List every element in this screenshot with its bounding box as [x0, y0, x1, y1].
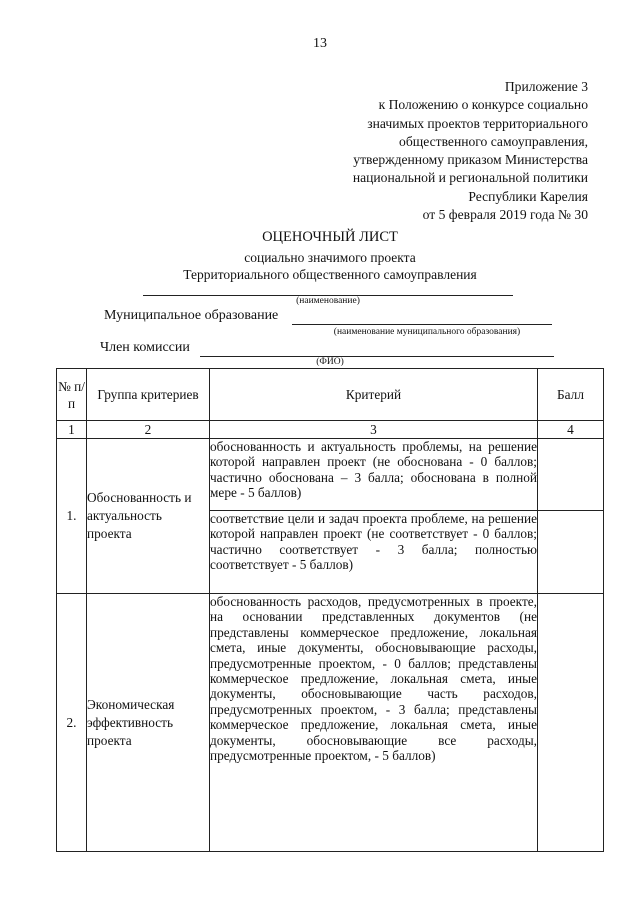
appendix-line: национальной и региональной политики	[352, 170, 588, 186]
appendix-line: Приложение 3	[504, 79, 588, 94]
table-header-row	[57, 369, 604, 421]
column-number: 3	[210, 421, 538, 439]
header-score: Балл	[538, 369, 604, 421]
row-number: 2.	[57, 594, 87, 852]
appendix-block	[258, 78, 588, 224]
municipality-field[interactable]	[292, 324, 552, 325]
appendix-line: значимых проектов территориального	[367, 115, 588, 131]
municipality-hint: (наименование муниципального образования)	[333, 327, 521, 337]
commission-member-label: Член комиссии	[100, 340, 190, 355]
appendix-line: утвержденному приказом Министерства	[353, 152, 588, 168]
criterion-text: соответствие цели и задач проекта проблеме, на решение которой направлен проект (не соответствует - 0 баллов; частично соответствует - 3 балла; полностью соответствует - 5 баллов)	[210, 511, 538, 594]
criteria-group: Экономическая эффективность проекта	[87, 594, 210, 852]
column-number: 4	[538, 421, 604, 439]
score-cell[interactable]	[538, 511, 604, 594]
appendix-line: Республики Карелия	[468, 188, 588, 204]
row-number: 1.	[57, 439, 87, 594]
subtitle-line: Территориального общественного самоуправления	[183, 267, 477, 282]
appendix-line: к Положению о конкурсе социально	[378, 97, 588, 113]
score-cell[interactable]	[538, 439, 604, 511]
appendix-line: общественного самоуправления,	[399, 133, 588, 149]
subtitle-line: социально значимого проекта	[244, 250, 416, 265]
header-criterion: Критерий	[210, 369, 538, 421]
header-group: Группа критериев	[87, 369, 210, 421]
appendix-line: от 5 февраля 2019 года № 30	[422, 207, 588, 223]
project-name-hint: (наименование)	[296, 296, 360, 306]
score-cell[interactable]	[538, 594, 604, 852]
page-number: 13	[313, 36, 327, 51]
column-number: 2	[87, 421, 210, 439]
table-row	[57, 594, 604, 852]
criterion-text: обоснованность расходов, предусмотренных в проекте, на основании представленных документов (не представлены коммерческое предложение, локальная смета, иные документы, обосновывающие расходы, предусмотренные проектом, - 0 баллов; представлены коммерческое предложение, локальная смета, иные документы, обосновывающие часть расходов, предусмотренных проектом, - 3 балла; представлены коммерческое предложение, локальная смета, иные документы, обосновывающие все расходы, предусмотренные проектом, - 5 баллов)	[210, 594, 538, 852]
criterion-text: обоснованность и актуальность проблемы, на решение которой направлен проект (не обоснована - 0 баллов; частично обоснована – 3 балла; обоснована в полной мере - 5 баллов)	[210, 439, 538, 511]
document-title: ОЦЕНОЧНЫЙ ЛИСТ	[262, 229, 398, 245]
column-number: 1	[57, 421, 87, 439]
document-subtitle	[0, 249, 640, 283]
column-number-row	[57, 421, 604, 439]
municipality-label: Муниципальное образование	[104, 308, 279, 323]
commission-member-hint: (ФИО)	[316, 357, 344, 367]
table-row	[57, 439, 604, 511]
header-num: № п/п	[57, 369, 87, 421]
criteria-table	[56, 368, 604, 852]
criteria-group: Обоснованность и актуальность проекта	[87, 439, 210, 594]
